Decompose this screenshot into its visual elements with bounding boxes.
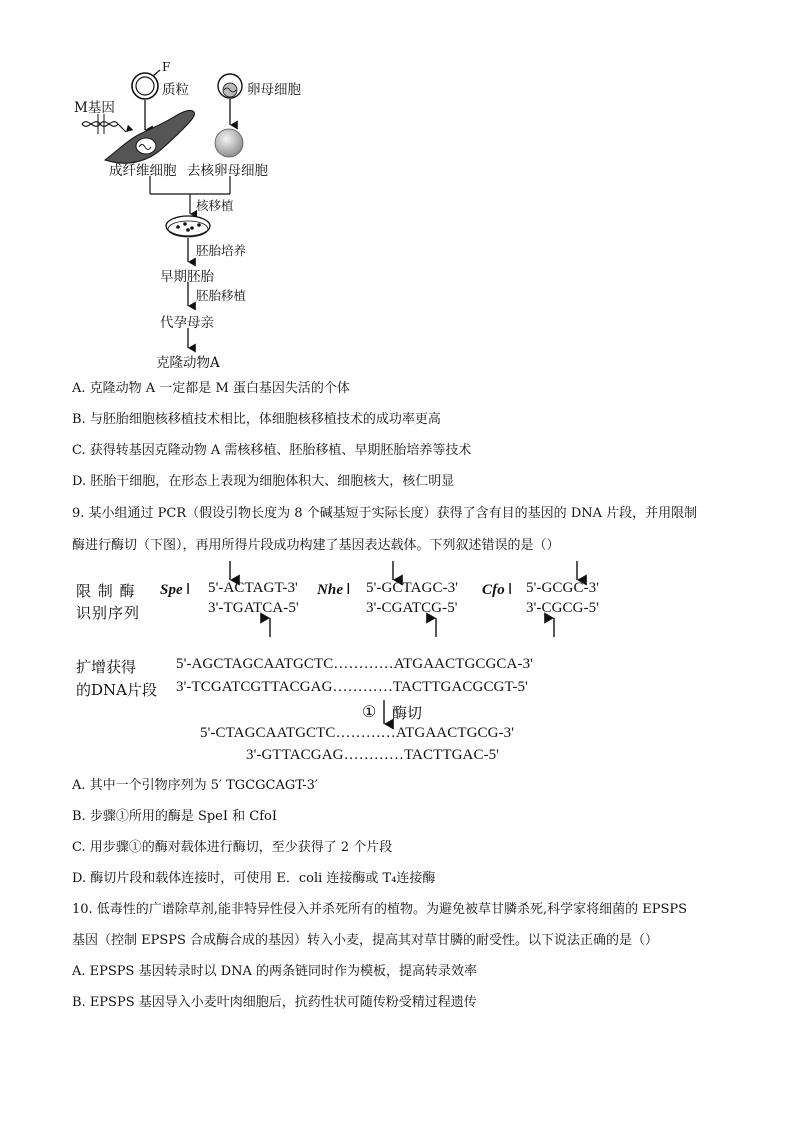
dna-fragment-top: 5'-AGCTAGCAATGCTC…………ATGAACTGCGCA-3' [176,656,533,672]
nhe-seq-bottom: 3'-CGATCG-5' [366,600,458,616]
digest-step-label: 酶切 [392,704,423,722]
cut-fragment-top: 5'-CTAGCAATGCTC…………ATGAACTGCG-3' [200,725,515,741]
q9-option-d: D. 酶切片段和载体连接时，可使用 E．coli 连接酶或 T₄连接酶 [72,871,436,886]
q10-option-b: B. EPSPS 基因导入小麦叶肉细胞后，抗药性状可随传粉受精过程遗传 [72,995,477,1010]
q8-option-a: A. 克隆动物 A 一定都是 M 蛋白基因失活的个体 [72,381,350,396]
spe-enzyme-name: Spe Ⅰ [160,582,191,598]
q9-option-b: B. 步骤①所用的酶是 SpeI 和 CfoI [72,809,277,824]
q10-option-a: A. EPSPS 基因转录时以 DNA 的两条链同时作为模板，提高转录效率 [72,964,478,979]
q9-option-a: A. 其中一个引物序列为 5′ TGCGCAGT-3′ [72,778,318,793]
cfo-enzyme-name: Cfo Ⅰ [482,582,513,598]
m-gene-label: M基因 [74,100,115,116]
q9-option-c: C. 用步骤①的酶对载体进行酶切，至少获得了 2 个片段 [72,840,393,855]
amplified-label-line2: 的DNA片段 [76,681,157,699]
clone-animal-label: 克隆动物A [156,355,220,371]
surrogate-mother-label: 代孕母亲 [160,315,214,331]
early-embryo-label: 早期胚胎 [160,269,214,285]
oocyte-label: 卵母细胞 [247,82,301,98]
q8-option-d: D. 胚胎干细胞，在形态上表现为细胞体积大、细胞核大，核仁明显 [72,474,455,489]
plasmid-label: 质粒 [162,82,189,98]
q10-stem-line1: 10. 低毒性的广谱除草剂,能非特异性侵入并杀死所有的植物。为避免被草甘膦杀死,科学家将细菌的 EPSPS [72,902,687,917]
q9-stem-line1: 9. 某小组通过 PCR（假设引物长度为 8 个碱基短于实际长度）获得了含有目的基因的 DNA 片段，并用限制 [72,506,698,521]
step-number: ① [362,704,377,721]
cfo-seq-top: 5'-GCGC-3' [526,580,600,596]
cfo-seq-bottom: 3'-CGCG-5' [526,600,600,616]
enucleated-oocyte-label: 去核卵母细胞 [187,163,268,179]
q10-stem-line2: 基因（控制 EPSPS 合成酶合成的基因）转入小麦，提高其对草甘膦的耐受性。以下说法正确的是（） [72,933,659,948]
spe-seq-bottom: 3'-TGATCA-5' [208,600,299,616]
spe-seq-top: 5'-ACTAGT-3' [208,580,298,596]
cut-fragment-bottom: 3'-GTTACGAG…………TACTTGAC-5' [246,747,500,763]
q8-option-b: B. 与胚胎细胞核移植技术相比，体细胞核移植技术的成功率更高 [72,412,441,427]
dna-fragment-bottom: 3'-TCGATCGTTACGAG…………TACTTGACGCGT-5' [176,679,528,695]
nhe-enzyme-name: Nhe Ⅰ [317,582,351,598]
enzyme-label-line2: 识别序列 [76,604,141,622]
q8-option-c: C. 获得转基因克隆动物 A 需核移植、胚胎移植、早期胚胎培养等技术 [72,443,472,458]
f-label: F [162,60,171,74]
nhe-seq-top: 5'-GCTAGC-3' [366,580,459,596]
enzyme-label-line1: 限 制 酶 [76,582,136,600]
amplified-label-line1: 扩增获得 [76,658,137,676]
step-embryo-culture: 胚胎培养 [196,243,247,258]
step-embryo-transfer: 胚胎移植 [196,288,247,303]
fibroblast-label: 成纤维细胞 [109,163,177,179]
step-nuclear-transfer: 核移植 [196,198,234,213]
q9-stem-line2: 酶进行酶切（下图），再用所得片段成功构建了基因表达载体。下列叙述错误的是（） [72,538,560,553]
